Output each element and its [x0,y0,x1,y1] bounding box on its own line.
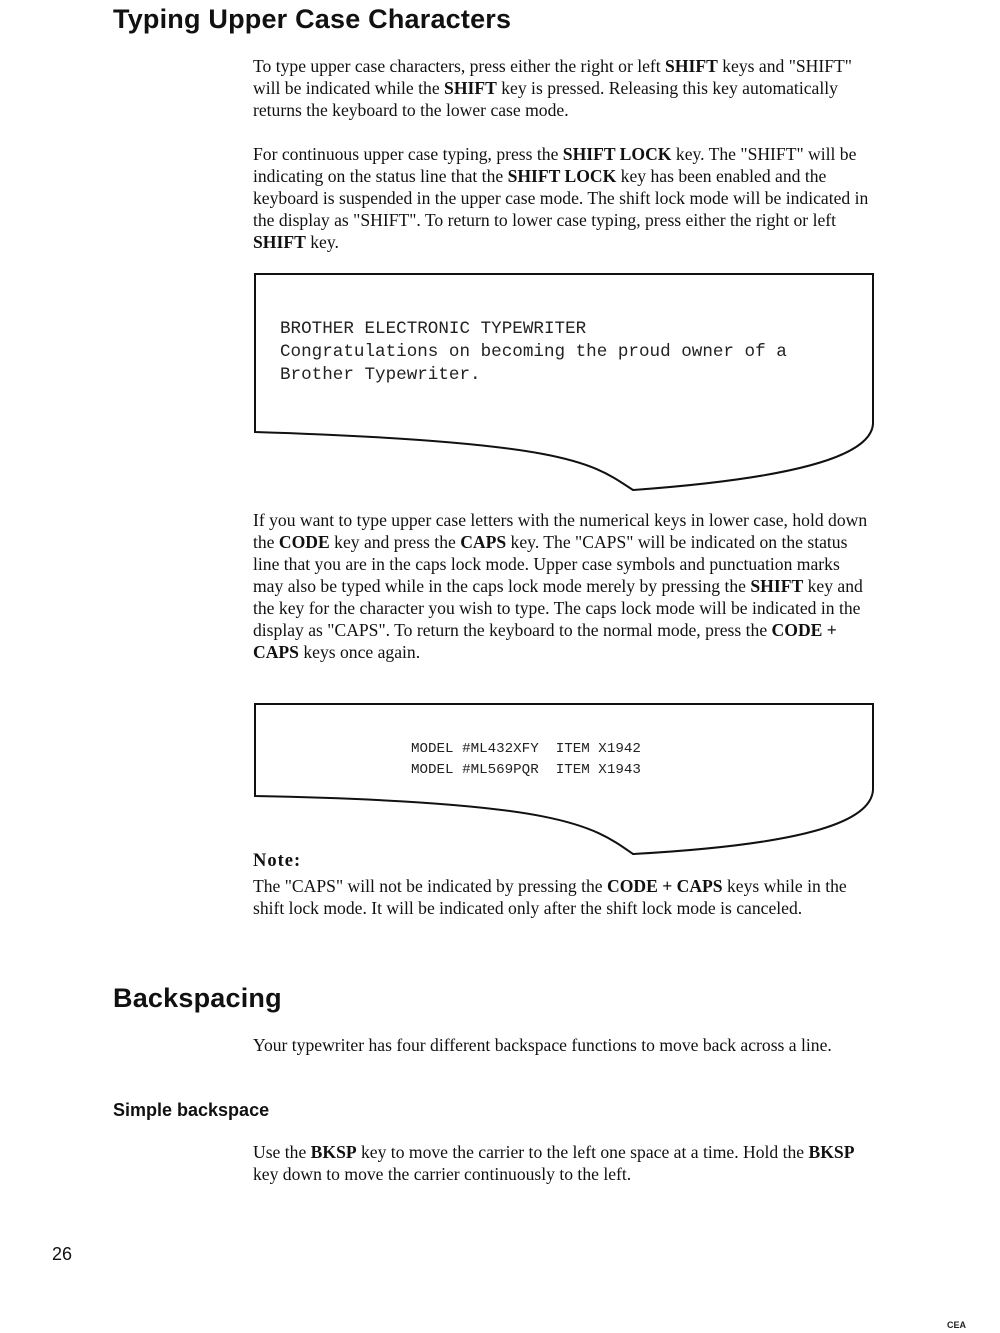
paragraph-caps-lock: If you want to type upper case letters with the numerical keys in lower case, hold down the CODE key and press the CAPS key. The "CAPS" will be indicated on the status line that you are in the caps lock mode. Upper case symbols and punctuation marks may also be typed while in the caps lock mode merely by pressing the SHIFT key and the key for the character you wish to type. The caps lock mode will be indicated in the display as "CAPS". To return the keyboard to the normal mode, press the CODE + CAPS keys once again. [253,510,868,662]
corner-mark: CEA [947,1320,967,1330]
typed-sample-paper-2 [253,702,875,860]
typed-sample-paper-1 [253,272,875,496]
note-text: The "CAPS" will not be indicated by pressing the CODE + CAPS keys while in the shift lock mode. It will be indicated only after the shift lock mode is canceled. [253,876,847,918]
note-label: Note: [253,851,302,871]
section-title-backspacing: Backspacing [113,983,282,1013]
section-title-upper-case: Typing Upper Case Characters [113,4,512,34]
subsection-title-simple-backspace: Simple backspace [113,1100,270,1120]
paragraph-shift-keys: To type upper case characters, press either the right or left SHIFT keys and "SHIFT" will be indicated while the SHIFT key is pressed. Releasing this key automatically returns the keyboard to the lower case mode. [253,56,852,120]
sample1-line-3: Brother Typewriter. [280,365,481,385]
paragraph-simple-backspace: Use the BKSP key to move the carrier to the left one space at a time. Hold the BKSP key down to move the carrier continuously to the left. [253,1142,855,1184]
paragraph-shift-lock: For continuous upper case typing, press the SHIFT LOCK key. The "SHIFT" will be indicating on the status line that the SHIFT LOCK key has been enabled and the keyboard is suspended in the upper case mode. The shift lock mode will be indicated in the display as "SHIFT". To return to lower case typing, press either the right or left SHIFT key. [253,144,869,252]
paragraph-backspace-intro: Your typewriter has four different backspace functions to move back across a line. [253,1035,832,1055]
page-number: 26 [52,1244,73,1264]
sample1-line-1: BROTHER ELECTRONIC TYPEWRITER [280,319,587,339]
sample1-line-2: Congratulations on becoming the proud owner of a [280,342,787,362]
sample2-line-1: MODEL #ML432XFY ITEM X1942 [411,741,641,757]
sample2-line-2: MODEL #ML569PQR ITEM X1943 [411,762,641,778]
paper-curl-outline [253,702,875,860]
